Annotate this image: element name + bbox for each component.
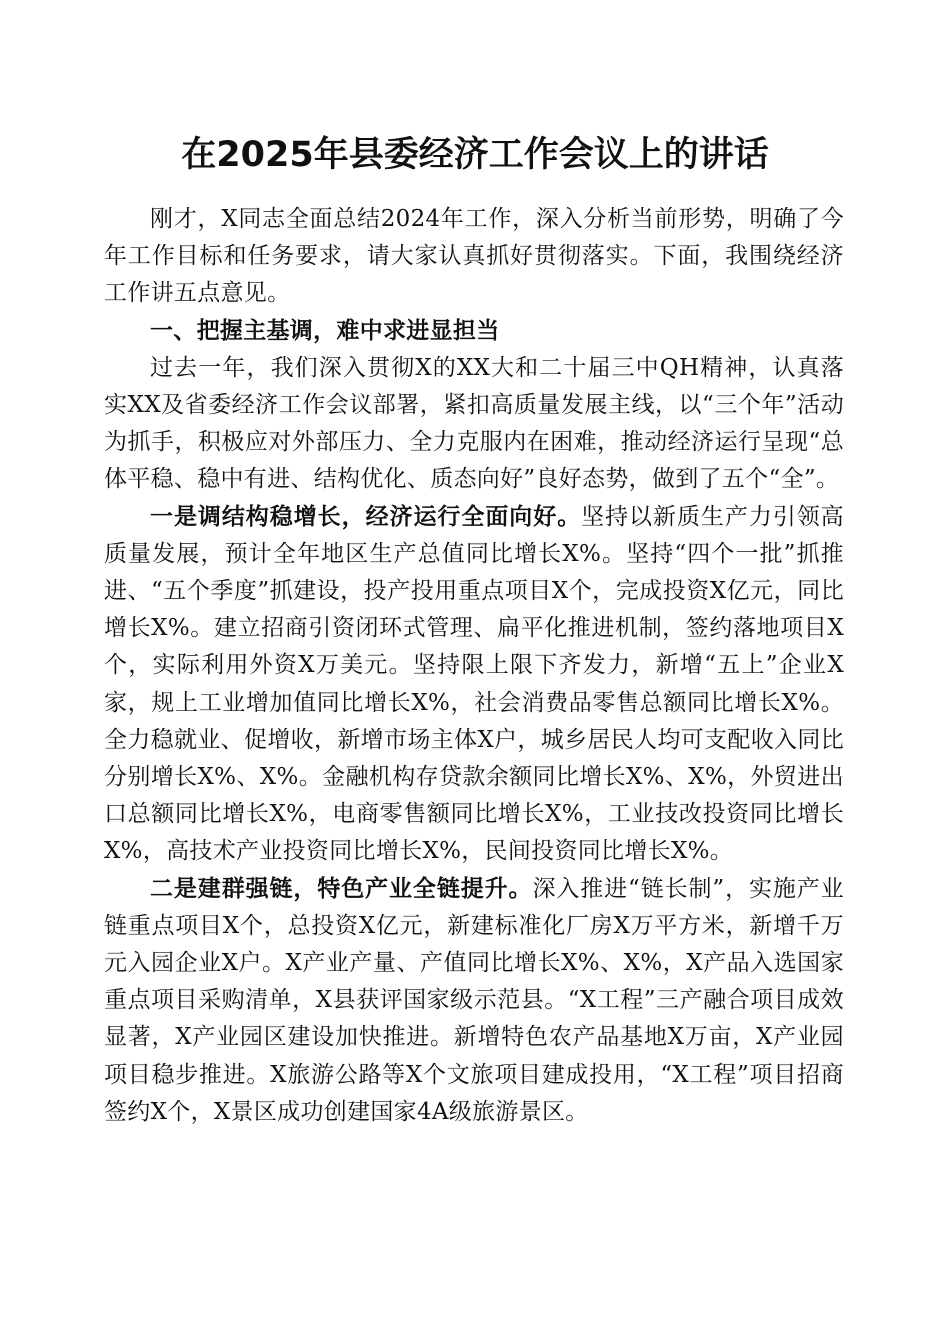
document-body: [104, 201, 844, 1131]
point-2-lead: 二是建群强链，特色产业全链提升。: [150, 875, 533, 902]
intro-paragraph: 刚才，X同志全面总结2024年工作，深入分析当前形势，明确了今年工作目标和任务要求，请大家认真抓好贯彻落实。下面，我围绕经济工作讲五点意见。: [104, 206, 844, 307]
point-2-text: 深入推进“链长制”，实施产业链重点项目X个，总投资X亿元，新建标准化厂房X万平方米，新增千万元入园企业X户。X产业产量、产值同比增长X%、X%，X产品入选国家重点项目采购清单，X县获评国家级示范县。“X工程”三产融合项目成效显著，X产业园区建设加快推进。新增特色农产品基地X万亩，X产业园项目稳步推进。X旅游公路等X个文旅项目建成投用，“X工程”项目招商签约X个，X景区成功创建国家4A级旅游景区。: [104, 875, 844, 1125]
point-1-text: 坚持以新质生产力引领高质量发展，预计全年地区生产总值同比增长X%。坚持“四个一批”抓推进、“五个季度”抓建设，投产投用重点项目X个，完成投资X亿元，同比增长X%。建立招商引资闭环式管理、扁平化推进机制，签约落地项目X个，实际利用外资X万美元。坚持限上限下齐发力，新增“五上”企业X家，规上工业增加值同比增长X%，社会消费品零售总额同比增长X%。全力稳就业、促增收，新增市场主体X户，城乡居民人均可支配收入同比分别增长X%、X%。金融机构存贷款余额同比增长X%、X%，外贸进出口总额同比增长X%，电商零售额同比增长X%，工业技改投资同比增长X%，高技术产业投资同比增长X%，民间投资同比增长X%。: [104, 503, 844, 865]
point-1-lead: 一是调结构稳增长，经济运行全面向好。: [150, 503, 582, 530]
section-heading-1: 一、把握主基调，难中求进显担当: [150, 317, 500, 344]
point-2-paragraph: [104, 871, 844, 1131]
page-title: 在2025年县委经济工作会议上的讲话: [181, 135, 769, 175]
section-1-paragraph: 过去一年，我们深入贯彻X的XX大和二十届三中QH精神，认真落实XX及省委经济工作会议部署，紧扣高质量发展主线，以“三个年”活动为抓手，积极应对外部压力、全力克服内在困难，推动经济运行呈现“总体平稳、稳中有进、结构优化、质态向好”良好态势，做到了五个“全”。: [104, 354, 844, 493]
point-1-paragraph: [104, 499, 844, 871]
